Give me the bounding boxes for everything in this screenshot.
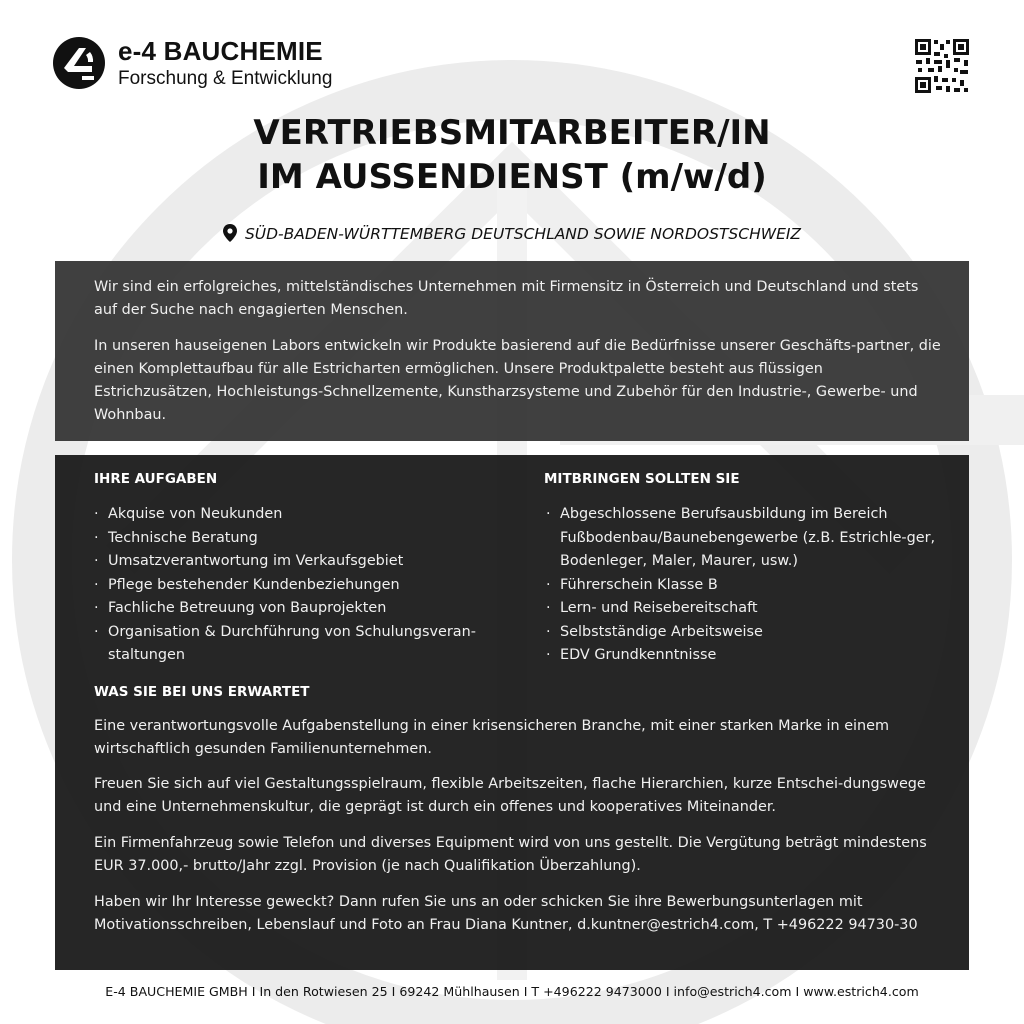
mitbringen-heading: MITBRINGEN SOLLTEN SIE bbox=[544, 471, 740, 487]
job-title-line1: VERTRIEBSMITARBEITER/IN bbox=[253, 113, 771, 153]
location-pin-icon bbox=[223, 224, 237, 242]
list-item: · Fachliche Betreuung von Bauprojekten bbox=[94, 597, 514, 621]
intro-paragraph-1: Wir sind ein erfolgreiches, mittelständisches Unternehmen mit Firmensitz in Österreich und Deutschland und stets auf der Suche nach engagierten Menschen. bbox=[94, 279, 919, 318]
job-title bbox=[0, 111, 1024, 199]
aufgaben-heading: IHRE AUFGABEN bbox=[94, 471, 218, 487]
mitbringen-list bbox=[546, 503, 946, 668]
qr-code-icon[interactable] bbox=[914, 38, 970, 94]
company-logo bbox=[52, 34, 372, 94]
erwartet-paragraph-4: Haben wir Ihr Interesse geweckt? Dann rufen Sie uns an oder schicken Sie ihre Bewerbungsunterlagen mit Motivationsschreiben, Lebenslauf und Foto an Frau Diana Kuntner, d.kuntner@estrich4.com, T +496222 94730-30 bbox=[94, 894, 918, 933]
list-item: · Lern- und Reisebereitschaft bbox=[546, 597, 946, 621]
list-item: · EDV Grundkenntnisse bbox=[546, 644, 946, 668]
list-item: · Selbstständige Arbeitsweise bbox=[546, 621, 946, 645]
list-item: · Akquise von Neukunden bbox=[94, 503, 514, 527]
list-item: · Organisation & Durchführung von Schulungsveran-staltungen bbox=[94, 621, 514, 668]
erwartet-paragraph-2: Freuen Sie sich auf viel Gestaltungsspielraum, flexible Arbeitszeiten, flache Hierarchien, kurze Entschei-dungswege und eine Unternehmenskultur, die geprägt ist durch ein offenes und kooperatives Miteinander. bbox=[94, 776, 926, 815]
job-title-line2: IM AUSSENDIENST (m/w/d) bbox=[257, 157, 767, 197]
erwartet-paragraph-3: Ein Firmenfahrzeug sowie Telefon und diverses Equipment wird von uns gestellt. Die Vergütung beträgt mindestens EUR 37.000,- brutto/Jahr zzgl. Provision (je nach Qualifikation Überzahlung). bbox=[94, 835, 927, 874]
list-item: · Führerschein Klasse B bbox=[546, 574, 946, 598]
job-location bbox=[0, 224, 1024, 243]
list-item: · Abgeschlossene Berufsausbildung im Bereich Fußbodenbau/Baunebengewerbe (z.B. Estrichle-ger, Bodenleger, Maler, Maurer, usw.) bbox=[546, 503, 946, 574]
e4-logo-icon bbox=[52, 36, 106, 90]
company-name: e-4 BAUCHEMIE bbox=[118, 36, 323, 66]
footer-contact: E-4 BAUCHEMIE GMBH I In den Rotwiesen 25 I 69242 Mühlhausen I T +496222 9473000 I info@estrich4.com I www.estrich4.com bbox=[105, 984, 919, 999]
erwartet-heading: WAS SIE BEI UNS ERWARTET bbox=[94, 684, 310, 700]
aufgaben-list bbox=[94, 503, 514, 668]
list-item: · Umsatzverantwortung im Verkaufsgebiet bbox=[94, 550, 514, 574]
list-item: · Technische Beratung bbox=[94, 527, 514, 551]
erwartet-paragraph-1: Eine verantwortungsvolle Aufgabenstellung in einer krisensicheren Branche, mit einer starken Marke in einem wirtschaftlich gesunden Familienunternehmen. bbox=[94, 718, 890, 757]
intro-paragraph-2: In unseren hauseigenen Labors entwickeln wir Produkte basierend auf die Bedürfnisse unserer Geschäfts-partner, die einen Komplettaufbau für alle Estricharten ermöglichen. Unsere Produktpalette besteht aus flüssigen Estrichzusätzen, Hochleistungs-Schnellzemente, Kunstharzsysteme und Zubehör für den Industrie-, Gewerbe- und Wohnbau. bbox=[94, 338, 941, 423]
list-item: · Pflege bestehender Kundenbeziehungen bbox=[94, 574, 514, 598]
company-subtitle: Forschung & Entwicklung bbox=[118, 68, 333, 89]
job-location-text: SÜD-BADEN-WÜRTTEMBERG DEUTSCHLAND SOWIE NORDOSTSCHWEIZ bbox=[244, 225, 802, 243]
